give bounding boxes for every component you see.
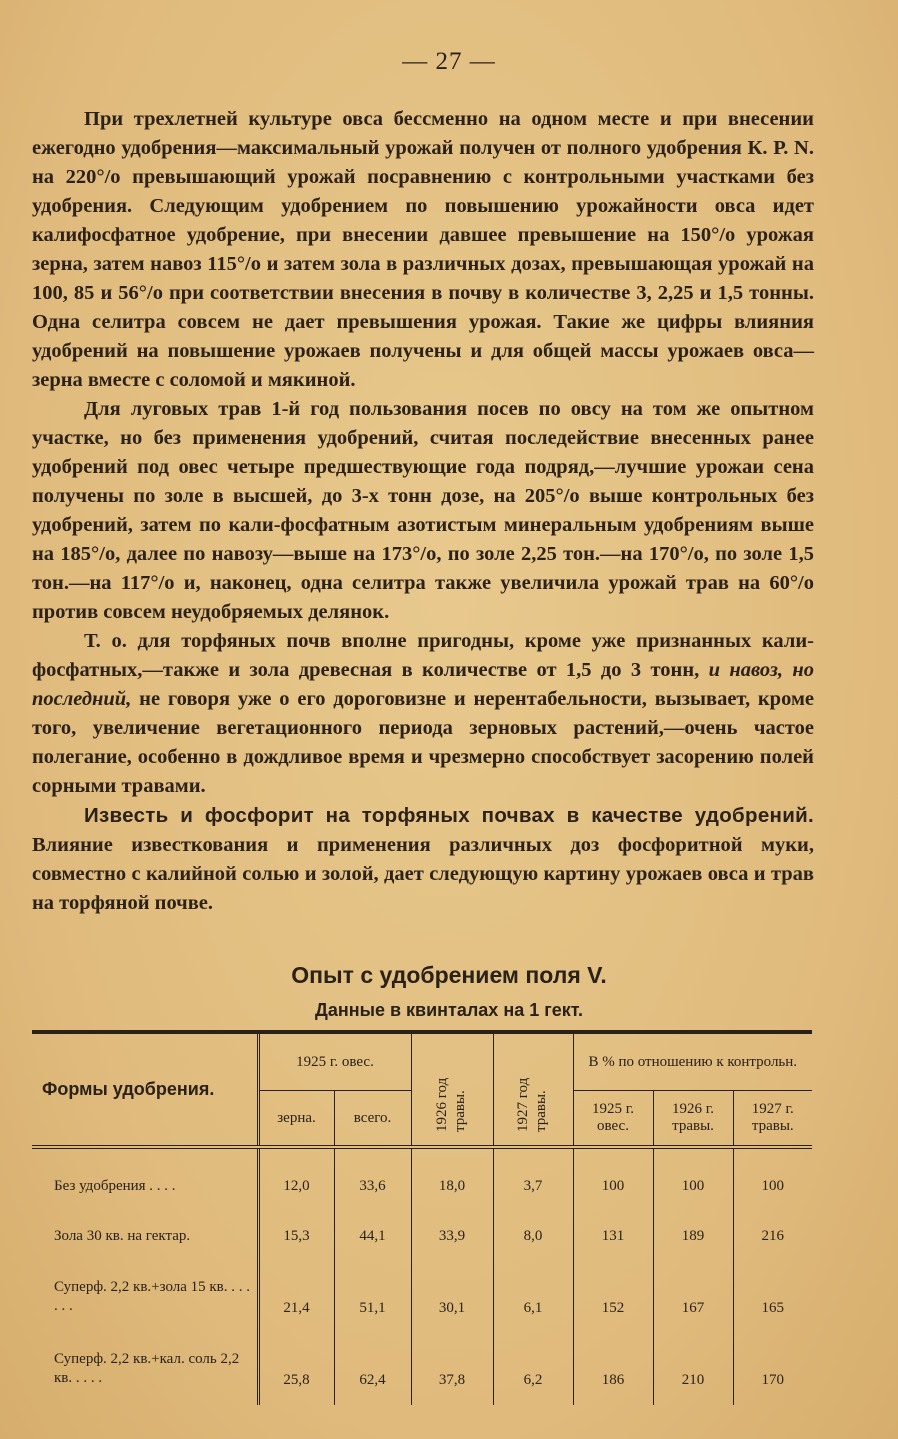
data-table <box>32 1030 812 1405</box>
cell: 6,1 <box>493 1261 573 1333</box>
cell: 44,1 <box>334 1211 411 1261</box>
cell: 6,2 <box>493 1333 573 1405</box>
text-run: Влияние известкования и применения различных доз фосфоритной муки, совместно с калийной солью и золой, дает следующую картину урожаев овса и трав на торфяной почве. <box>32 834 814 914</box>
cell: 131 <box>573 1211 653 1261</box>
cell: 100 <box>573 1147 653 1211</box>
header-p1925: 1925 г. овес. <box>573 1091 653 1148</box>
cell: 186 <box>573 1333 653 1405</box>
row-label: Суперф. 2,2 кв.+кал. соль 2,2 кв. . . . . <box>54 1351 240 1386</box>
header-total: всего. <box>334 1091 411 1148</box>
row-label: Суперф. 2,2 кв.+зола 15 кв. . . . . . . <box>54 1279 251 1314</box>
body-text <box>32 105 814 918</box>
row-label: Без удобрения . . . . <box>54 1177 176 1194</box>
header-1926 <box>411 1032 493 1147</box>
header-1927 <box>493 1032 573 1147</box>
header-grain: зерна. <box>258 1091 334 1148</box>
paragraph: Для луговых трав 1-й год пользования посев по овсу на том же опытном участке, но без применения удобрений, считая последействие внесенных ранее удобрений под овес четыре предшествующие года подряд,—лучшие урожаи сена получены по золе в высшей, до 3-х тонн дозе, на 205°/о выше контрольных без удобрений, затем по кали-фосфатным азотистым минеральным удобрениям выше на 185°/о, далее по навозу—выше на 173°/о, по золе 2,25 тон.—на 170°/о, по золе 1,5 тон.—на 117°/о и, наконец, одна селитра также увеличила урожай трав на 60°/о против совсем неудобряемых делянок. <box>32 398 814 623</box>
cell: 30,1 <box>411 1261 493 1333</box>
header-forms: Формы удобрения. <box>32 1032 258 1147</box>
cell: 216 <box>733 1211 812 1261</box>
table-row <box>32 1147 812 1211</box>
text-run: Т. о. для торфяных почв вполне пригодны, кроме уже признанных кали-фосфатных,—также и зола древесная в количестве от 1,5 до 3 тонн, <box>32 630 814 681</box>
cell: 18,0 <box>411 1147 493 1211</box>
cell: 100 <box>653 1147 733 1211</box>
cell: 165 <box>733 1261 812 1333</box>
italic-run: и навоз, но последний, <box>32 659 815 710</box>
cell: 33,9 <box>411 1211 493 1261</box>
cell: 167 <box>653 1261 733 1333</box>
header-p1926: 1926 г. травы. <box>653 1091 733 1148</box>
header-1925: 1925 г. овес. <box>258 1032 411 1091</box>
cell: 62,4 <box>334 1333 411 1405</box>
cell: 33,6 <box>334 1147 411 1211</box>
header-1927-text: 1927 год травы. <box>515 1077 549 1132</box>
cell: 51,1 <box>334 1261 411 1333</box>
table-row <box>32 1261 812 1333</box>
cell: 100 <box>733 1147 812 1211</box>
cell: 21,4 <box>258 1261 334 1333</box>
cell: 210 <box>653 1333 733 1405</box>
paragraph <box>32 627 814 801</box>
header-percent: В % по отношению к контрольн. <box>573 1032 812 1091</box>
cell: 25,8 <box>258 1333 334 1405</box>
table-subtitle: Данные в квинталах на 1 гект. <box>315 1000 583 1020</box>
cell: 37,8 <box>411 1333 493 1405</box>
paragraph: При трехлетней культуре овса бессменно на одном месте и при внесении ежегодно удобрения—максимальный урожай получен от полного удобрения К. Р. N. на 220°/о превышающий урожай посравнению с контрольными участками без удобрения. Следующим удобрением по повышению урожайности овса идет калифосфатное удобрение, при внесении давшее превышение на 150°/о урожая зерна, затем навоз 115°/о и затем зола в различных дозах, превышающая урожай на 100, 85 и 56°/о при соответствии внесения в почву в количестве 3, 2,25 и 1,5 тонны. Одна селитра совсем не дает превышения урожая. Такие же цифры влияния удобрений на повышение урожаев получены и для общей массы урожаев овса—зерна вместе с соломой и мякиной. <box>32 108 814 391</box>
table-title: Опыт с удобрением поля V. <box>291 962 607 988</box>
cell: 12,0 <box>258 1147 334 1211</box>
table-row <box>32 1211 812 1261</box>
paragraph <box>32 801 814 918</box>
cell: 8,0 <box>493 1211 573 1261</box>
table-row <box>32 1333 812 1405</box>
header-1926-text: 1926 год травы. <box>434 1077 468 1132</box>
row-label: Зола 30 кв. на гектар. <box>54 1227 191 1244</box>
header-p1927: 1927 г. травы. <box>733 1091 812 1148</box>
section-heading: Известь и фосфорит на торфяных почвах в качестве удобрений. <box>84 804 814 827</box>
cell: 3,7 <box>493 1147 573 1211</box>
text-run: не говоря уже о его дороговизне и нерентабельности, вызывает, кроме того, увеличение вегетационного периода зерновых растений,—очень частое полегание, особенно в дождливое время и чрезмерно способствует засорению полей сорными травами. <box>32 688 815 797</box>
page-number: — 27 — <box>402 48 496 75</box>
cell: 189 <box>653 1211 733 1261</box>
cell: 170 <box>733 1333 812 1405</box>
cell: 15,3 <box>258 1211 334 1261</box>
cell: 152 <box>573 1261 653 1333</box>
